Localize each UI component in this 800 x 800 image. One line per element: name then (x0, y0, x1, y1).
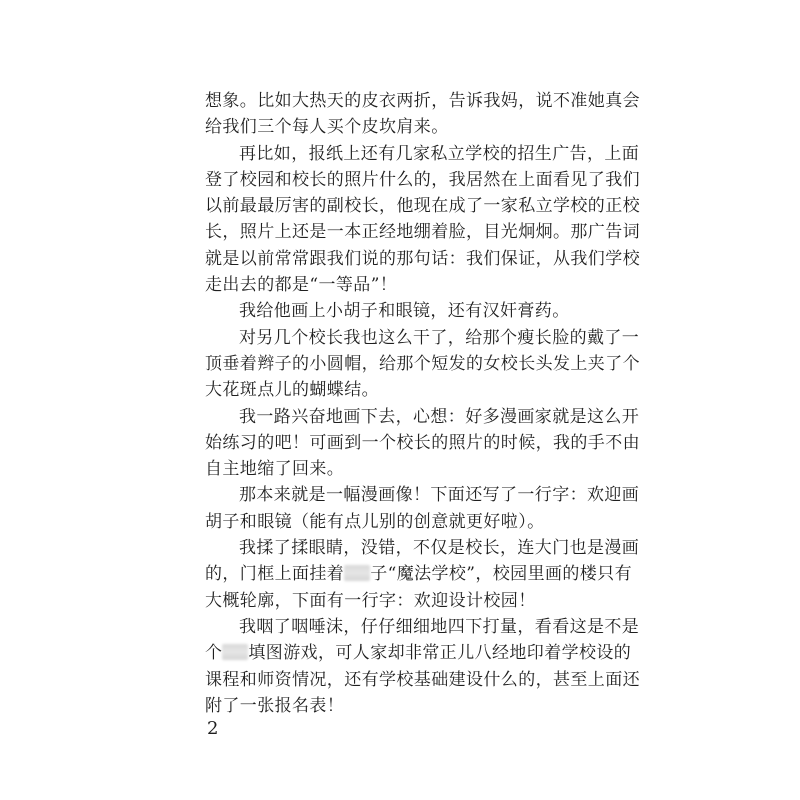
text-segment: 子“魔法学校”，校园里画的楼只有 (370, 564, 632, 585)
page-number: 2 (207, 718, 219, 739)
text-line: 附了一张报名表！ (205, 695, 345, 716)
text-line (205, 561, 632, 587)
text-segment: 的，门框上面挂着 (205, 564, 345, 585)
paragraph-2 (205, 141, 640, 299)
text-line: 我咽了咽唾沫，仔仔细细地四下打量，看看这是不是 (239, 616, 640, 637)
text-line: 想象。比如大热天的皮衣两折，告诉我妈，说不准她真会 (205, 91, 640, 111)
text-line: 那本来就是一幅漫画像！下面还写了一行字：欢迎画 (239, 485, 640, 506)
paragraph-7 (205, 535, 640, 614)
text-line: 走出去的都是“一等品”！ (205, 275, 398, 296)
paragraph-6 (205, 482, 640, 535)
text-line: 大花斑点儿的蝴蝶结。 (205, 380, 379, 401)
text-line: 我揉了揉眼睛，没错，不仅是校长，连大门也是漫画 (239, 538, 640, 559)
paragraph-3 (205, 298, 605, 324)
text-line: 对另几个校长我也这么干了，给那个瘦长脸的戴了一 (239, 327, 640, 348)
text-segment: 填图游戏，可人家却非常正儿八经地印着学校设的 (248, 643, 632, 664)
text-line: 给我们三个每人买个皮坎肩来。 (205, 117, 449, 138)
text-line: 始练习的吧！可画到一个校长的照片的时候，我的手不由 (205, 432, 640, 453)
text-line: 我给他画上小胡子和眼镜，还有汉奸膏药。 (239, 301, 570, 322)
redaction-blur (222, 644, 248, 660)
paragraph-4 (205, 325, 640, 404)
text-line: 登了校园和校长的照片什么的，我居然在上面看见了我们 (205, 169, 640, 190)
text-line: 顶垂着辫子的小圆帽，给那个短发的女校长头发上夹了个 (205, 353, 640, 374)
text-line: 以前最最厉害的副校长，他现在成了一家私立学校的正校 (205, 196, 640, 217)
text-line: 长，照片上还是一本正经地绷着脸，目光炯炯。那广告词 (205, 222, 640, 243)
paragraph-1 (205, 88, 640, 141)
text-line: 再比如，报纸上还有几家私立学校的招生广告，上面 (239, 143, 640, 164)
text-line: 就是以前常常跟我们说的那句话：我们保证，从我们学校 (205, 248, 640, 269)
text-line: 自主地缩了回来。 (205, 459, 345, 480)
book-page (205, 88, 640, 719)
text-line: 课程和师资情况，还有学校基础建设什么的，甚至上面还 (205, 669, 640, 690)
text-line: 大概轮廓，下面有一行字：欢迎设计校园！ (205, 590, 536, 611)
redaction-blur (344, 565, 370, 581)
paragraph-8 (205, 614, 640, 719)
text-line: 胡子和眼镜（能有点儿别的创意就更好啦）。 (205, 511, 545, 532)
text-segment: 个 (205, 643, 223, 664)
paragraph-5 (205, 404, 640, 483)
text-line: 我一路兴奋地画下去，心想：好多漫画家就是这么开 (239, 406, 640, 427)
text-line (205, 640, 632, 666)
